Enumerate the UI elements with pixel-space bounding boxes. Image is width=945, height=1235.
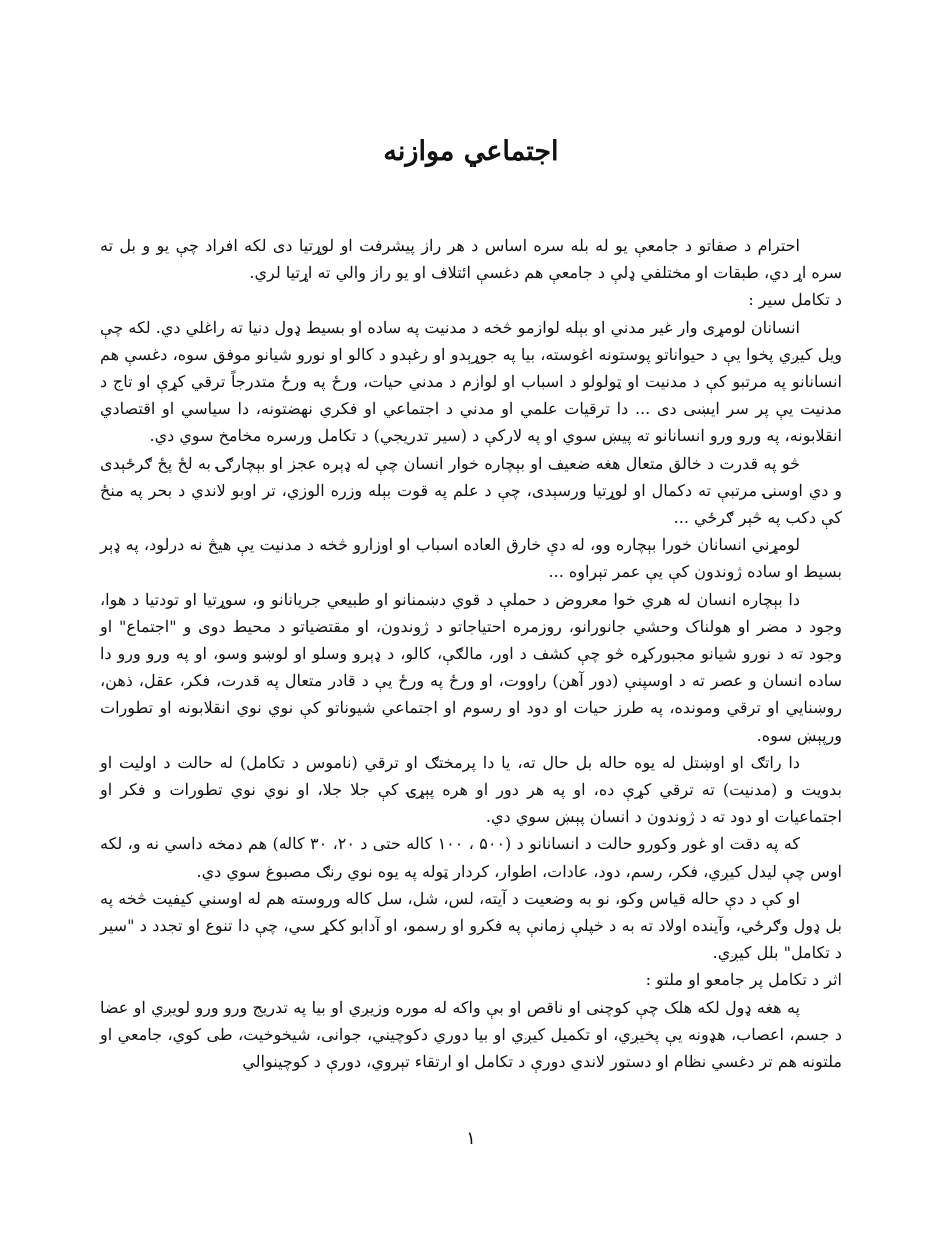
paragraph: څو په قدرت د خالق متعال هغه ضعيف او بېچاره خوار انسان چې له ډېره عجز او بېچارګۍ به لځ پځ ګرځېدی و دي اوسنۍ مرتبې ته دکمال او لوړتيا ورسېدی، چې د علم په قوت بېله وزره الوزي، تر اوبو لاندي د بحر په منځ کې دکب په څېر ګرځي ... [100, 453, 842, 528]
paragraph: که په دقت او غور وکورو حالت د انسانانو د (۵۰۰ ، ۱۰۰ کاله حتی د ۲۰، ۳۰ کاله) هم دمخه داسي نه و، لکه اوس چې ليدل کيږي، فکر، رسم، دود، عادات، اطوار، کردار ټوله په يوه نوي رنګ مصبوغ سوي دي. [100, 834, 842, 881]
section-heading: اثر د تکامل پر جامعو او ملتو : [645, 970, 842, 990]
body-text [100, 232, 842, 1075]
paragraph: په هغه ډول لکه هلک چې کوچنی او ناقص او بې واکه له موره وزيږي او بيا په تدريج ورو ورو لويږي او عضا د جسم، اعصاب، هډونه يې پخيږي، او تکميل کيږي او بيا دوري دکوچيني، جوانی، شيخوخيت، طی کوي، جامعي او ملتونه هم تر دغسي نظام او دستور لاندي دورې د تکامل او ارتقاء تېروي، دورې د کوچينوالي [100, 997, 842, 1072]
paragraph: او کې د دې حاله قياس وکو، نو به وضعيت د آيته، لس، شل، سل کاله وروسته هم له اوسني کيفيت څخه په بل ډول وګرځي، وآينده اولاد ته به د خپلې زمانې په فکرو او رسمو، او آدابو ککړ سي، چې دا تنوع او تجدد د "سير د تکامل" بلل کيږي. [100, 888, 842, 963]
paragraph: لومړني انسانان خورا بېچاره وو، له دې خارق العاده اسباب او اوزارو څخه د مدنيت يې هيڅ نه درلود، په ډېر بسيط او ساده ژوندون کې يې عمر تېراوه ... [100, 535, 842, 582]
paragraph: احترام د صفاتو د جامعې يو له بله سره اساس د هر راز پيشرفت او لوړتيا دی لکه افراد چې يو و بل ته سره اړ دي، طبقات او مختلفي ډلې د جامعې هم دغسې ائتلاف او يو راز والي ته اړتيا لري. [100, 236, 842, 283]
document-page [100, 0, 842, 1235]
page-title: اجتماعي موازنه [383, 136, 559, 167]
paragraph: دا بېچاره انسان له هري خوا معروض د حملې د قوي دښمنانو او طبيعي جريانانو و، سوړتيا او تودتيا د هوا، وجود د مضر او هولناک وحشي جانورانو، روزمره احتياجاتو د ژوندون، او مقتضياتو د محيط دوی و "اجتماع" او وجود ته د نورو شيانو مجبورکړه څو چې کشف د اور، مالګې، کالو، د ډېرو وسلو او لوښو وسو، او په ورو ورو دا ساده انسان و عصر ته د اوسپنې (دور آهن) راووت، او ورځ په ورځ يې د قادر متعال په قدرت، فکر، عقل، ذهن، روښنايي او ترقي ومونده، په طرز حيات او دود او رسوم او اجتماعي شيوناتو کې نوي نوي انقلابونه او تطورات ورپېښ سوه. [100, 589, 843, 745]
page-number: ۱ [466, 1128, 476, 1149]
paragraph: دا راتګ او اوښتل له يوه حاله بل حال ته، يا دا پرمختګ او ترقي (ناموس د تکامل) له حالت د اوليت او بدويت و (مدنيت) ته ترقي کړې ده، او په هر دور او هره پېړۍ کې جلا جلا، او نوي نوي تطورات و فکر او اجتماعيات او دود ته د ژوندون د انسان پېښ سوي دي. [100, 752, 842, 827]
section-heading: د تکامل سير : [748, 290, 842, 310]
paragraph: انسانان لومړی وار غير مدني او بېله لوازمو څخه د مدنيت په ساده او بسيط ډول دنيا ته راغلي دي. لکه چې ويل کيږي پخوا يې د حيواناتو پوستونه اغوسته، بيا په جوړېدو او رغېدو د کالو او نورو شيانو موفق سوه، دغسې هم انسانانو په مرتبو کې د مدنيت او ټولولو د اسباب او لوازم د مدني حيات، ورځ په ورځ متدرجاً ترقي کړې او تاج د مدنيت يې پر سر ايښی دی ... دا ترقيات علمي او مدني د اجتماعي او فکري نهضتونه، دا سياسي او اقتصادي انقلابونه، په ورو ورو انسانانو ته پيښ سوي او په لارکې د (سير تدريجي) د تکامل ورسره مخامخ سوي دي. [100, 317, 843, 446]
